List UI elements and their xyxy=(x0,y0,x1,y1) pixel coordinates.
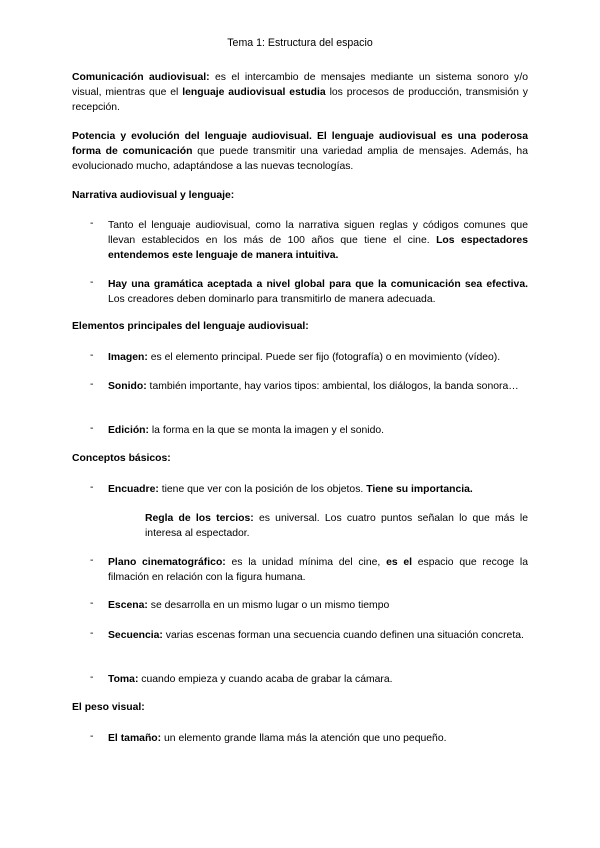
bullet: - xyxy=(90,423,94,434)
peso-item-tamano xyxy=(108,731,528,746)
elementos-item-sonido xyxy=(108,379,528,394)
conceptos-item-escena xyxy=(108,598,528,613)
item-text: se desarrolla en un mismo lugar o un mismo tiempo xyxy=(147,600,390,611)
item-text: también importante, hay varios tipos: ambiental, los diálogos, la banda sonora… xyxy=(146,381,519,392)
item-term: Toma: xyxy=(108,674,139,685)
item-term: Sonido: xyxy=(108,381,147,392)
elementos-item-edicion xyxy=(108,423,528,438)
bullet: - xyxy=(90,672,94,683)
conceptos-sub-regla xyxy=(145,511,528,541)
conceptos-item-encuadre xyxy=(108,482,528,497)
heading-conceptos: Conceptos básicos: xyxy=(72,453,171,464)
item-term: Plano cinematográfico: xyxy=(108,557,226,568)
item-bold: es el xyxy=(386,557,413,568)
item-bold: Tiene su importancia. xyxy=(366,484,473,495)
bullet: - xyxy=(90,277,94,288)
bullet: - xyxy=(90,731,94,742)
elementos-item-imagen xyxy=(108,350,528,365)
intro-text-end: los procesos de producción, transmisión y recepción. xyxy=(72,87,528,113)
narrativa-item-text: Los creadores deben dominarlo para transmitirlo de manera adecuada. xyxy=(108,294,436,305)
item-term: Regla de los tercios: xyxy=(145,513,254,524)
item-term: Secuencia: xyxy=(108,630,163,641)
potencia-bold: Potencia y evolución del lenguaje audiovisual. El lenguaje audiovisual es una poderosa forma de comunicación xyxy=(72,131,528,157)
heading-narrativa: Narrativa audiovisual y lenguaje: xyxy=(72,190,235,201)
item-text: es universal. Los cuatro puntos señalan lo que más le interesa al espectador. xyxy=(145,513,528,539)
conceptos-item-secuencia xyxy=(108,628,528,643)
bullet: - xyxy=(90,350,94,361)
narrativa-item-bold: Los espectadores entendemos este lenguaje de manera intuitiva. xyxy=(108,235,528,261)
bullet: - xyxy=(90,482,94,493)
narrativa-item xyxy=(108,277,528,307)
page-title: Tema 1: Estructura del espacio xyxy=(227,37,373,49)
item-text: tiene que ver con la posición de los objetos. xyxy=(158,484,367,495)
intro-term: Comunicación audiovisual: xyxy=(72,72,210,83)
item-term: Imagen: xyxy=(108,352,148,363)
item-text-end: espacio que recoge la filmación en relación con la figura humana. xyxy=(108,557,528,583)
conceptos-item-toma xyxy=(108,672,528,687)
item-text: la forma en la que se monta la imagen y el sonido. xyxy=(148,425,385,436)
narrativa-item xyxy=(108,218,528,263)
item-text: un elemento grande llama más la atención que uno pequeño. xyxy=(161,733,447,744)
bullet: - xyxy=(90,628,94,639)
heading-peso: El peso visual: xyxy=(72,702,145,713)
item-term: Edición: xyxy=(108,425,149,436)
item-text: cuando empieza y cuando acaba de grabar la cámara. xyxy=(138,674,393,685)
intro-bold: lenguaje audiovisual estudia xyxy=(182,87,326,98)
item-text: es el elemento principal. Puede ser fijo (fotografía) o en movimiento (vídeo). xyxy=(147,352,501,363)
narrativa-item-text: Tanto el lenguaje audiovisual, como la narrativa siguen reglas y códigos comunes que llevan establecidos en los más de 100 años que tiene el cine. xyxy=(108,220,528,246)
potencia-text: que puede transmitir una variedad amplia de mensajes. Además, ha evolucionado mucho, adaptándose a las nuevas tecnologías. xyxy=(72,146,528,172)
narrativa-item-bold: Hay una gramática aceptada a nivel global para que la comunicación sea efectiva. xyxy=(108,279,528,290)
bullet: - xyxy=(90,379,94,390)
bullet: - xyxy=(90,218,94,229)
item-term: Escena: xyxy=(108,600,148,611)
potencia-paragraph xyxy=(72,129,528,174)
item-text: es la unidad mínima del cine, xyxy=(225,557,387,568)
conceptos-item-plano xyxy=(108,555,528,585)
item-term: El tamaño: xyxy=(108,733,162,744)
heading-elementos: Elementos principales del lenguaje audiovisual: xyxy=(72,321,309,332)
item-text: varias escenas forman una secuencia cuando definen una situación concreta. xyxy=(162,630,524,641)
intro-paragraph xyxy=(72,70,528,115)
intro-text: es el intercambio de mensajes mediante un sistema sonoro y/o visual, mientras que el xyxy=(72,72,528,98)
item-term: Encuadre: xyxy=(108,484,159,495)
bullet: - xyxy=(90,555,94,566)
bullet: - xyxy=(90,598,94,609)
